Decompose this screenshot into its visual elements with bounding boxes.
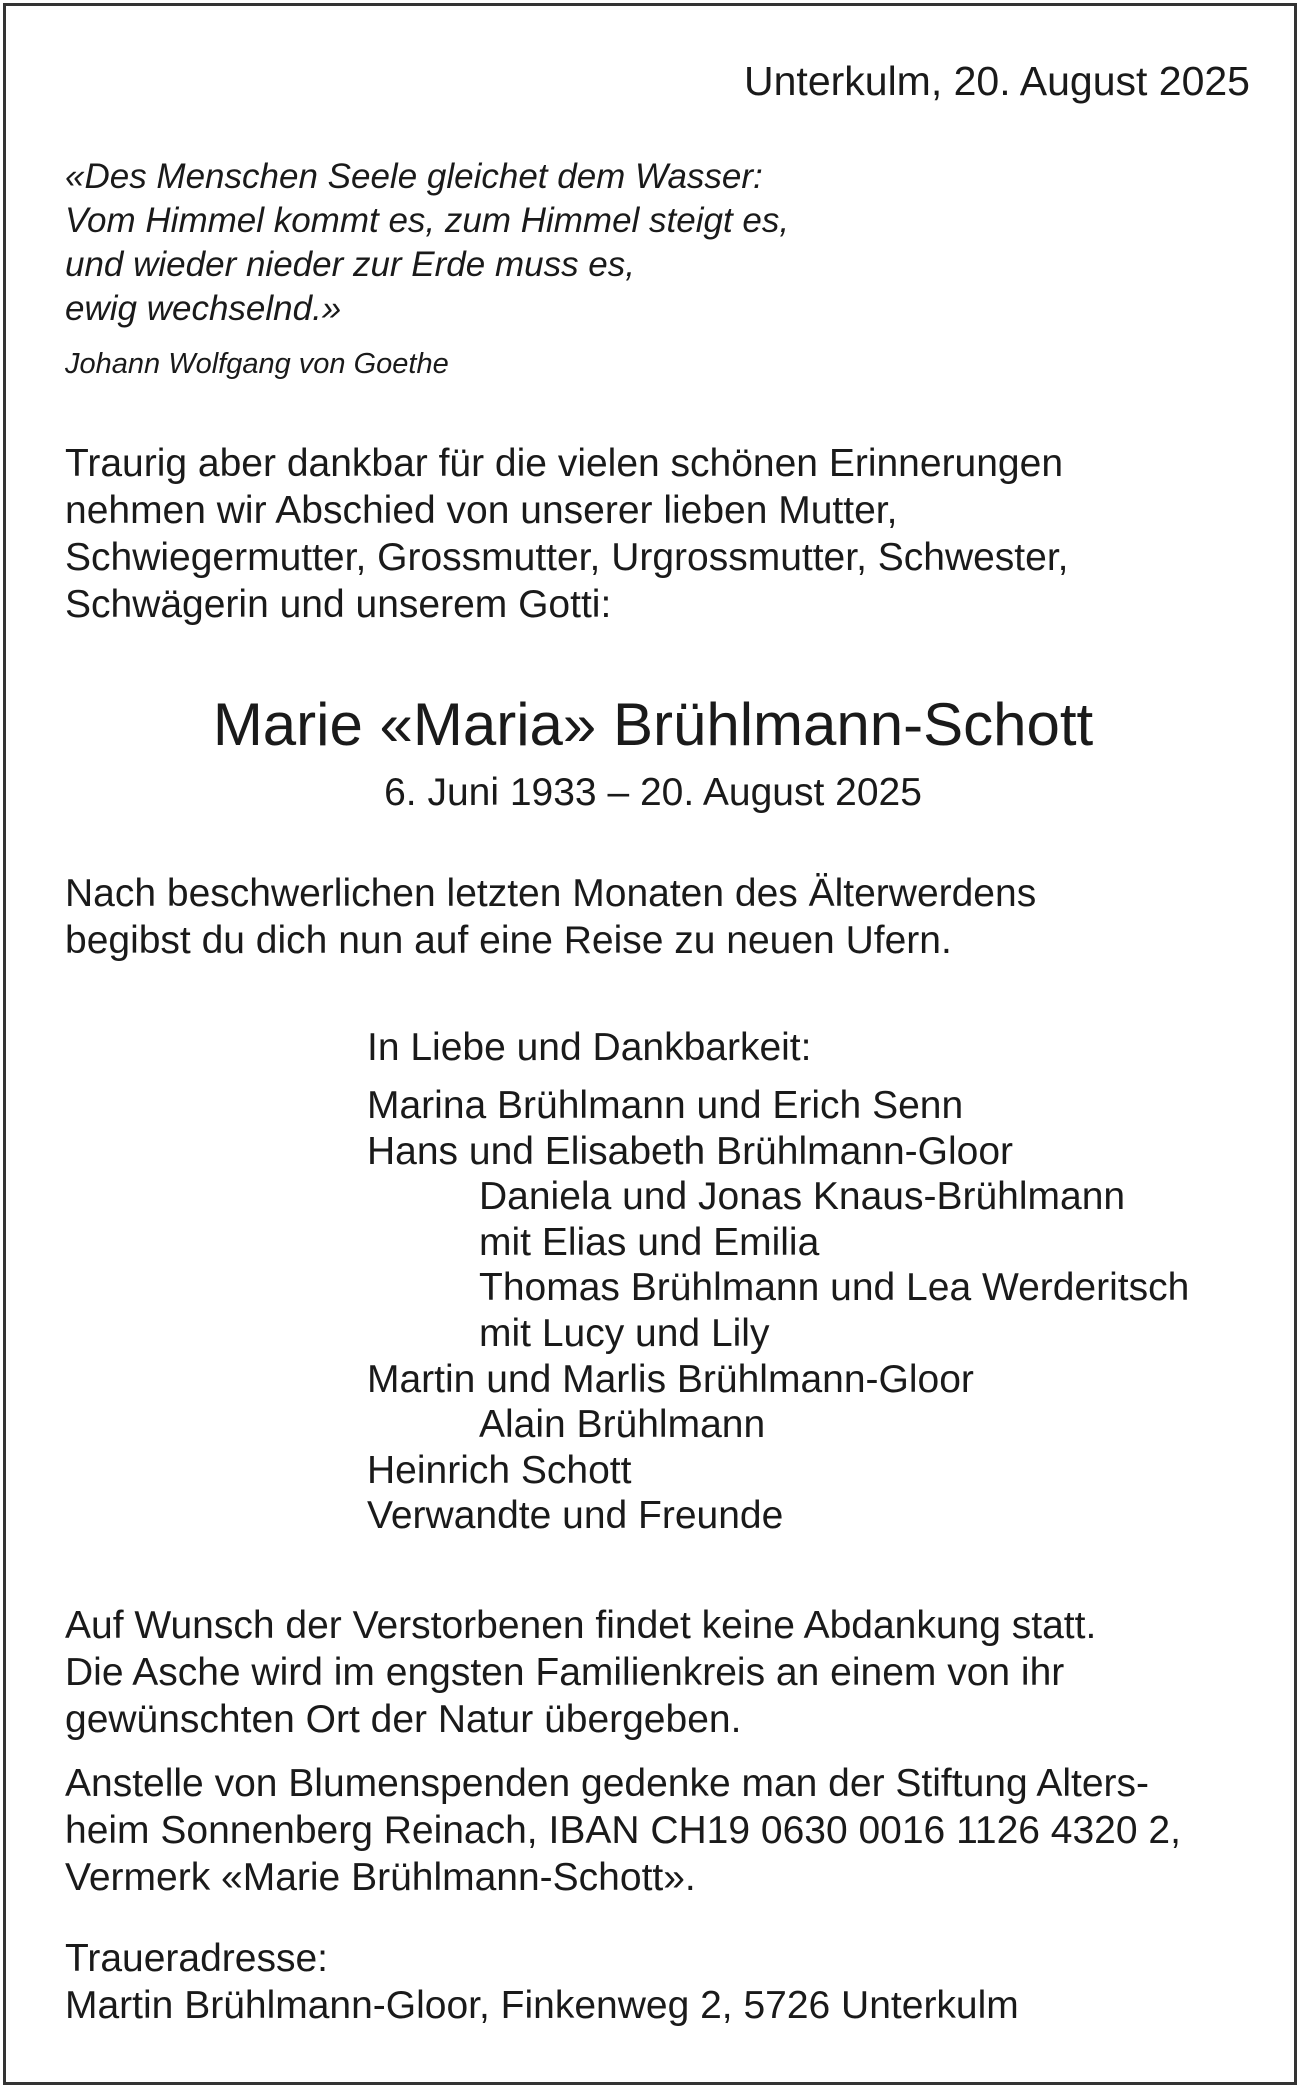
journey-line: Nach beschwerlichen letzten Monaten des Älterwerdens xyxy=(65,872,1037,915)
quote-line: Vom Himmel kommt es, zum Himmel steigt es, xyxy=(65,201,790,240)
mourner-entry: Martin und Marlis Brühlmann-Gloor xyxy=(367,1357,974,1401)
mourning-address xyxy=(65,1935,1019,2029)
ceremony-text xyxy=(65,1602,1096,1743)
mourner-entry: Hans und Elisabeth Brühlmann-Gloor xyxy=(367,1129,1014,1173)
deceased-name: Marie «Maria» Brühlmann-Schott xyxy=(212,691,1094,758)
mourner-entry: Thomas Brühlmann und Lea Werderitsch xyxy=(479,1266,1190,1310)
mourner-entry: mit Lucy und Lily xyxy=(479,1311,770,1355)
donation-line: heim Sonnenberg Reinach, IBAN CH19 0630 0016 1126 4320 2, xyxy=(65,1809,1181,1852)
ceremony-line: gewünschten Ort der Natur übergeben. xyxy=(65,1698,742,1741)
intro-text xyxy=(65,440,1069,628)
donation-line: Anstelle von Blumenspenden gedenke man der Stiftung Alters- xyxy=(65,1762,1150,1805)
quote-line: und wieder nieder zur Erde muss es, xyxy=(65,245,635,284)
ceremony-line: Die Asche wird im engsten Familienkreis an einem von ihr xyxy=(65,1651,1065,1694)
mourner-entry: Heinrich Schott xyxy=(367,1448,632,1492)
ceremony-line: Auf Wunsch der Verstorbenen findet keine Abdankung statt. xyxy=(65,1604,1097,1647)
intro-line: Schwiegermutter, Grossmutter, Urgrossmutter, Schwester, xyxy=(65,536,1069,579)
place-date: Unterkulm, 20. August 2025 xyxy=(744,58,1250,104)
mourners-list xyxy=(367,1083,1189,1539)
address-label: Traueradresse: xyxy=(65,1937,329,1980)
journey-text xyxy=(65,870,1036,964)
quote-line: «Des Menschen Seele gleichet dem Wasser: xyxy=(65,157,763,196)
quote-line: ewig wechselnd.» xyxy=(65,289,342,328)
mourner-entry: mit Elias und Emilia xyxy=(479,1220,820,1264)
intro-line: Traurig aber dankbar für die vielen schönen Erinnerungen xyxy=(65,442,1064,485)
mourner-entry: Daniela und Jonas Knaus-Brühlmann xyxy=(479,1175,1126,1219)
address-value: Martin Brühlmann-Gloor, Finkenweg 2, 5726 Unterkulm xyxy=(65,1984,1019,2027)
journey-line: begibst du dich nun auf eine Reise zu neuen Ufern. xyxy=(65,919,952,962)
mourner-entry: Marina Brühlmann und Erich Senn xyxy=(367,1084,964,1127)
life-dates: 6. Juni 1933 – 20. August 2025 xyxy=(384,771,922,814)
donation-text xyxy=(65,1760,1181,1901)
mourners-heading: In Liebe und Dankbarkeit: xyxy=(367,1026,812,1069)
intro-line: Schwägerin und unserem Gotti: xyxy=(65,583,612,626)
mourner-entry: Verwandte und Freunde xyxy=(367,1494,784,1538)
intro-line: nehmen wir Abschied von unserer lieben Mutter, xyxy=(65,489,898,532)
donation-line: Vermerk «Marie Brühlmann-Schott». xyxy=(65,1856,696,1899)
goethe-quote xyxy=(65,155,789,331)
mourner-entry: Alain Brühlmann xyxy=(479,1403,766,1447)
quote-author: Johann Wolfgang von Goethe xyxy=(65,348,449,380)
